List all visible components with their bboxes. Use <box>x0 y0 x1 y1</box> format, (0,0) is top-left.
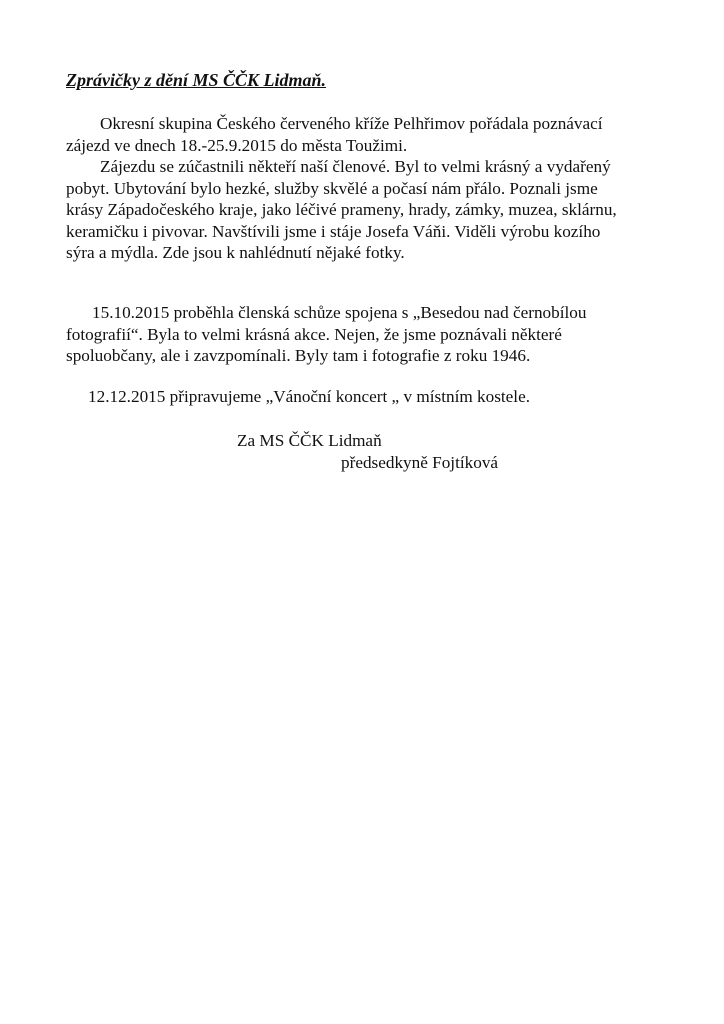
paragraph-trip-announcement <box>66 113 626 156</box>
paragraph-line: keramičku i pivovar. Navštívili jsme i stáje Josefa Váňi. Viděli výrobu kozího <box>66 221 601 241</box>
document-title: Zprávičky z dění MS ČČK Lidmaň. <box>66 70 327 90</box>
paragraph-line: zájezd ve dnech 18.-25.9.2015 do města Toužimi. <box>66 135 408 155</box>
paragraph-line: 12.12.2015 připravujeme „Vánoční koncert „ v místním kostele. <box>88 387 530 406</box>
paragraph-line: sýra a mýdla. Zde jsou k nahlédnutí nějaké fotky. <box>66 243 405 262</box>
paragraph-line: fotografií“. Byla to velmi krásná akce. Nejen, že jsme poznávali některé <box>66 324 562 344</box>
paragraph-christmas-concert <box>66 386 626 408</box>
signature-role: předsedkyně Fojtíková <box>341 453 499 472</box>
paragraph-line: pobyt. Ubytování bylo hezké, služby skvělé a počasí nám přálo. Poznali jsme <box>66 178 598 198</box>
paragraph-line: spoluobčany, ale i zavzpomínali. Byly tam i fotografie z roku 1946. <box>66 346 531 365</box>
paragraph-trip-details <box>66 156 626 264</box>
paragraph-line: Zájezdu se zúčastnili někteří naší členové. Byl to velmi krásný a vydařený <box>100 157 611 176</box>
paragraph-line: Okresní skupina Českého červeného kříže Pelhřimov pořádala poznávací <box>100 114 603 133</box>
paragraph-member-meeting <box>66 302 626 367</box>
signature-organization: Za MS ČČK Lidmaň <box>237 431 382 450</box>
signature-block <box>237 430 498 474</box>
paragraph-line: krásy Západočeského kraje, jako léčivé prameny, hrady, zámky, muzea, sklárnu, <box>66 200 617 219</box>
paragraph-line: 15.10.2015 proběhla členská schůze spojena s „Besedou nad černobílou <box>92 303 587 322</box>
